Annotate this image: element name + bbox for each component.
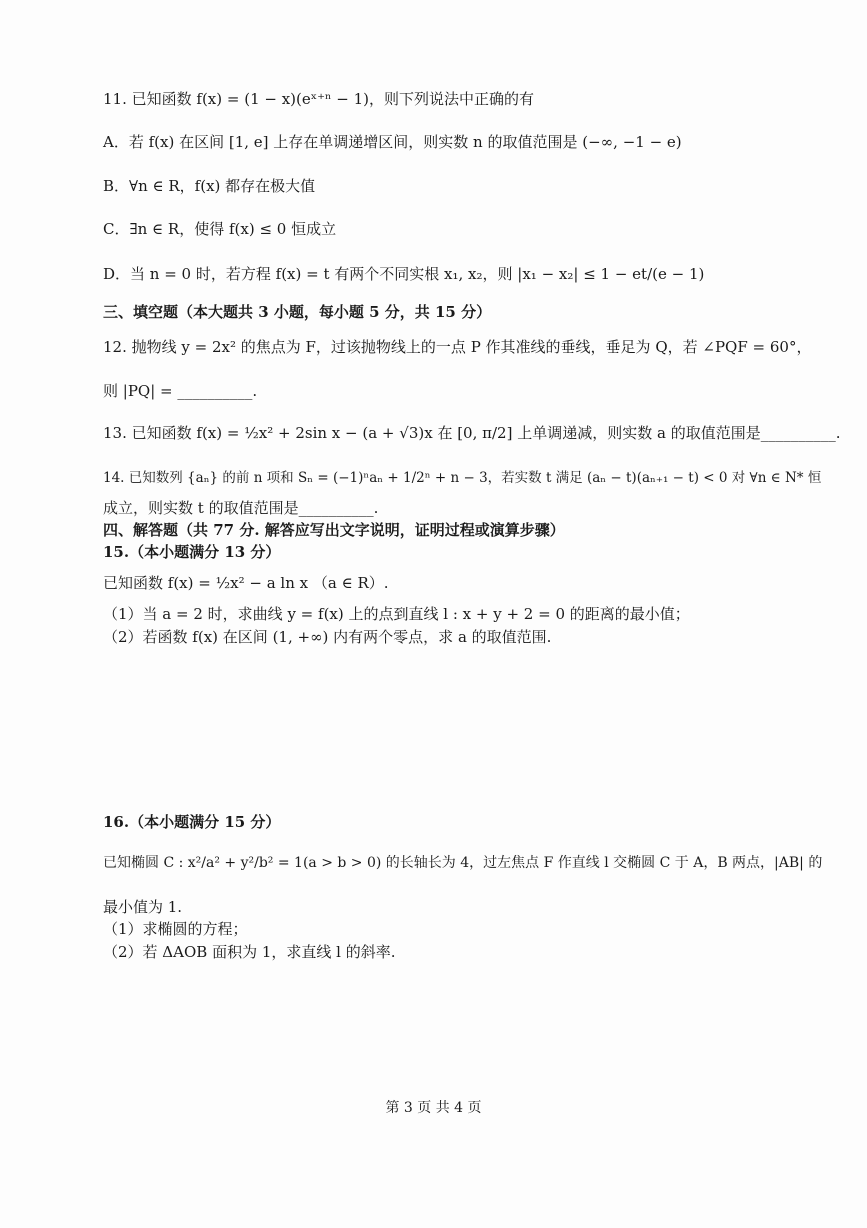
section4-heading: 四、解答题（共 77 分. 解答应写出文字说明，证明过程或演算步骤） <box>103 521 565 539</box>
page-number: 第 3 页 共 4 页 <box>385 1100 482 1116</box>
q12-line1: 12. 抛物线 y = 2x² 的焦点为 F，过该抛物线上的一点 P 作其准线的垂线，垂足为 Q，若 ∠PQF = 60°， <box>103 338 812 356</box>
q15-part2: （2）若函数 f(x) 在区间 (1, +∞) 内有两个零点，求 a 的取值范围. <box>103 628 552 646</box>
q16-part1: （1）求椭圆的方程； <box>103 920 248 938</box>
q15-stem: 已知函数 f(x) = ½x² − a ln x （a ∈ R）. <box>103 574 389 592</box>
q14-line1: 14. 已知数列 {aₙ} 的前 n 项和 Sₙ = (−1)ⁿaₙ + 1/2ⁿ + n − 3，若实数 t 满足 (aₙ − t)(aₙ₊₁ − t) < 0 对 ∀n ∈ N* 恒 <box>103 470 822 486</box>
q16-stem-line2: 最小值为 1. <box>103 898 183 916</box>
section3-heading: 三、填空题（本大题共 3 小题，每小题 5 分，共 15 分） <box>103 303 492 321</box>
q13: 13. 已知函数 f(x) = ½x² + 2sin x − (a + √3)x 在 [0, π/2] 上单调递减，则实数 a 的取值范围是__________. <box>103 424 841 442</box>
q16-part2: （2）若 ΔAOB 面积为 1，求直线 l 的斜率. <box>103 943 396 961</box>
q15-title: 15.（本小题满分 13 分） <box>103 543 281 561</box>
q15-part1: （1）当 a = 2 时，求曲线 y = f(x) 上的点到直线 l : x + y + 2 = 0 的距离的最小值； <box>103 605 690 623</box>
q11-option-d: D．当 n = 0 时，若方程 f(x) = t 有两个不同实根 x₁, x₂，则 |x₁ − x₂| ≤ 1 − et/(e − 1) <box>103 265 705 283</box>
q16-stem-line1: 已知椭圆 C : x²/a² + y²/b² = 1(a > b > 0) 的长轴长为 4，过左焦点 F 作直线 l 交椭圆 C 于 A，B 两点，|AB| 的 <box>103 855 823 871</box>
q11-option-b: B．∀n ∈ R，f(x) 都存在极大值 <box>103 177 316 195</box>
q14-line2: 成立，则实数 t 的取值范围是__________. <box>103 499 379 517</box>
q11-stem: 11. 已知函数 f(x) = (1 − x)(eˣ⁺ⁿ − 1)，则下列说法中正确的有 <box>103 90 535 108</box>
q12-line2: 则 |PQ| = __________. <box>103 382 258 400</box>
q16-title: 16.（本小题满分 15 分） <box>103 813 281 831</box>
q11-option-c: C．∃n ∈ R，使得 f(x) ≤ 0 恒成立 <box>103 220 337 238</box>
q11-option-a: A．若 f(x) 在区间 [1, e] 上存在单调递增区间，则实数 n 的取值范围是 (−∞, −1 − e) <box>103 133 682 151</box>
